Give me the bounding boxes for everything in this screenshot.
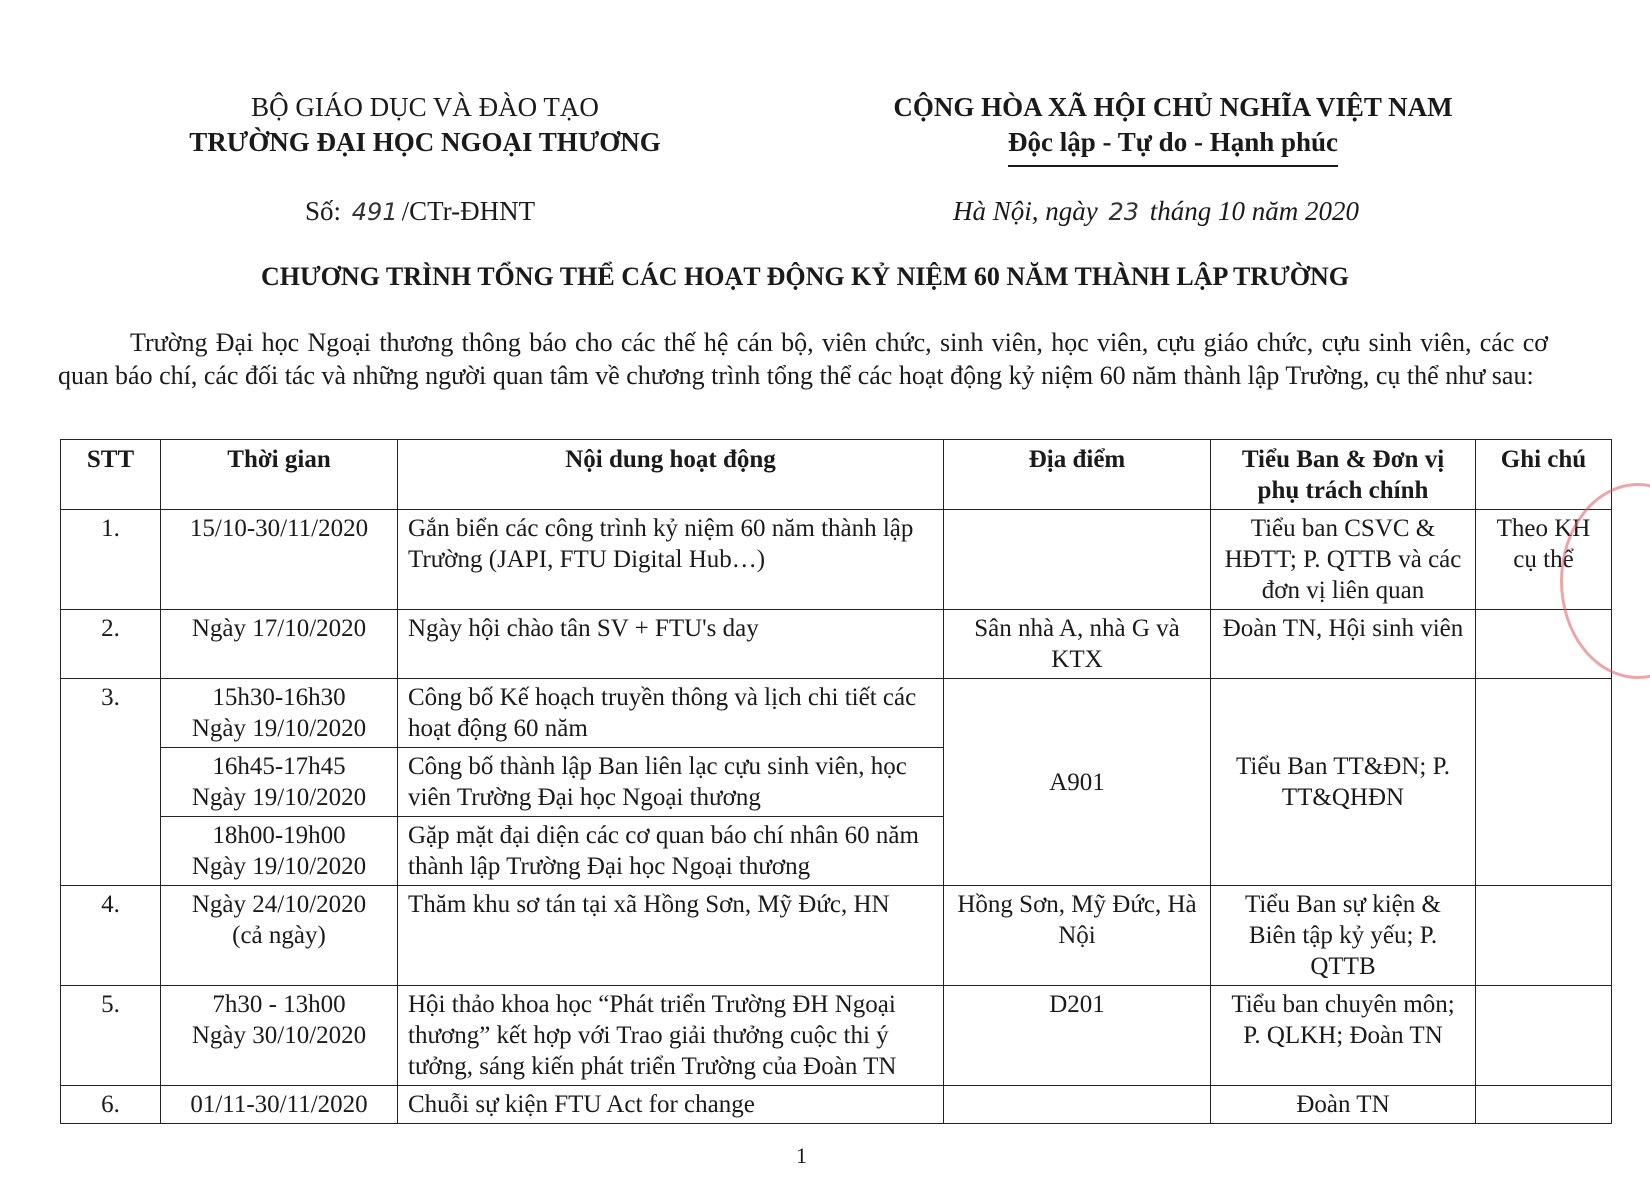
header-place: Địa điểm [944,440,1211,510]
ministry-name: BỘ GIÁO DỤC VÀ ĐÀO TẠO [251,92,599,122]
header-note: Ghi chú [1476,440,1612,510]
table-row [61,510,1612,610]
cell-content: Thăm khu sơ tán tại xã Hồng Sơn, Mỹ Đức, HN [398,886,944,986]
cell-time: 15h30-16h30 Ngày 19/10/2020 [161,679,398,748]
header-time: Thời gian [161,440,398,510]
cell-content: Ngày hội chào tân SV + FTU's day [398,610,944,679]
table-row [61,886,1612,986]
document-title: CHƯƠNG TRÌNH TỔNG THỂ CÁC HOẠT ĐỘNG KỶ NIỆM 60 NĂM THÀNH LẬP TRƯỜNG [260,262,1349,291]
table-row [61,1086,1612,1124]
cell-place [944,1086,1211,1124]
cell-time: 16h45-17h45 Ngày 19/10/2020 [161,748,398,817]
cell-place: A901 [944,679,1211,886]
cell-stt: 4. [61,886,161,986]
document-date: Hà Nội, ngày 23 tháng 10 năm 2020 [953,196,1360,226]
cell-unit: Tiểu ban chuyên môn; P. QLKH; Đoàn TN [1211,986,1476,1086]
header-unit: Tiểu Ban & Đơn vị phụ trách chính [1211,440,1476,510]
cell-time: 15/10-30/11/2020 [161,510,398,610]
cell-note [1476,1086,1612,1124]
cell-content: Công bố Kế hoạch truyền thông và lịch chi tiết các hoạt động 60 năm [398,679,944,748]
schedule-table [60,439,1612,1124]
cell-place: Hồng Sơn, Mỹ Đức, Hà Nội [944,886,1211,986]
cell-place: D201 [944,986,1211,1086]
cell-unit: Đoàn TN, Hội sinh viên [1211,610,1476,679]
republic-name: CỘNG HÒA XÃ HỘI CHỦ NGHĨA VIỆT NAM [893,92,1453,122]
handwritten-number: 491 [351,198,398,226]
cell-unit: Tiểu Ban sự kiện & Biên tập kỷ yếu; P. QTTB [1211,886,1476,986]
cell-note [1476,886,1612,986]
table-row [61,986,1612,1086]
cell-time: Ngày 24/10/2020 (cả ngày) [161,886,398,986]
cell-time: 7h30 - 13h00 Ngày 30/10/2020 [161,986,398,1086]
intro-paragraph: Trường Đại học Ngoại thương thông báo cho các thế hệ cán bộ, viên chức, sinh viên, học viên, cựu giáo chức, cựu sinh viên, các cơ quan báo chí, các đối tác và những người quan tâm về chương trình tổng thể các hoạt động kỷ niệm 60 năm thành lập Trường, cụ thể như sau: [58,328,1548,390]
cell-stt: 2. [61,610,161,679]
national-motto: Độc lập - Tự do - Hạnh phúc [1008,125,1338,167]
table-row [61,610,1612,679]
table-row [61,679,1612,748]
cell-note [1476,679,1612,886]
cell-note: Theo KH cụ thể [1476,510,1612,610]
header-content: Nội dung hoạt động [398,440,944,510]
page-number: 1 [796,1143,807,1168]
cell-stt: 5. [61,986,161,1086]
cell-content: Hội thảo khoa học “Phát triển Trường ĐH Ngoại thương” kết hợp với Trao giải thưởng cuộc thi ý tưởng, sáng kiến phát triển Trường của Đoàn TN [398,986,944,1086]
cell-unit: Tiểu ban CSVC & HĐTT; P. QTTB và các đơn vị liên quan [1211,510,1476,610]
cell-note [1476,986,1612,1086]
header-left [160,90,690,160]
cell-unit: Tiểu Ban TT&ĐN; P. TT&QHĐN [1211,679,1476,886]
cell-time: Ngày 17/10/2020 [161,610,398,679]
cell-unit: Đoàn TN [1211,1086,1476,1124]
header-right [858,90,1488,167]
cell-time: 18h00-19h00 Ngày 19/10/2020 [161,817,398,886]
cell-content: Chuỗi sự kiện FTU Act for change [398,1086,944,1124]
table-header-row [61,440,1612,510]
cell-stt: 1. [61,510,161,610]
cell-content: Gặp mặt đại diện các cơ quan báo chí nhân 60 năm thành lập Trường Đại học Ngoại thương [398,817,944,886]
header-stt: STT [61,440,161,510]
cell-place: Sân nhà A, nhà G và KTX [944,610,1211,679]
cell-content: Công bố thành lập Ban liên lạc cựu sinh viên, học viên Trường Đại học Ngoại thương [398,748,944,817]
handwritten-day: 23 [1108,198,1140,226]
cell-time: 01/11-30/11/2020 [161,1086,398,1124]
cell-stt: 3. [61,679,161,886]
cell-content: Gắn biển các công trình kỷ niệm 60 năm thành lập Trường (JAPI, FTU Digital Hub…) [398,510,944,610]
cell-place [944,510,1211,610]
document-number: Số: 491 /CTr-ĐHNT [305,196,536,226]
school-name: TRƯỜNG ĐẠI HỌC NGOẠI THƯƠNG [189,127,661,157]
cell-stt: 6. [61,1086,161,1124]
